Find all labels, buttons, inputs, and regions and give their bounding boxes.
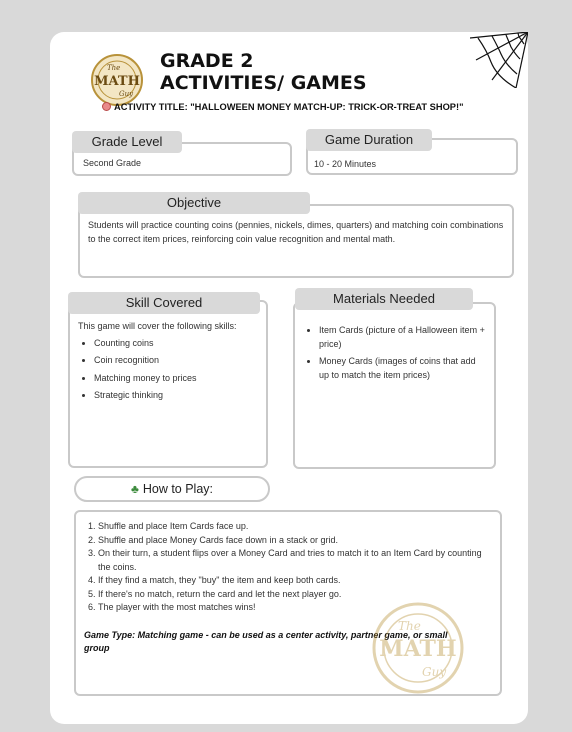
game-type-note: Game Type: Matching game - can be used as a center activity, partner game, or small group — [84, 629, 448, 653]
candy-icon — [102, 102, 111, 111]
svg-text:Guy: Guy — [422, 665, 447, 679]
list-item: • Matching money to prices — [94, 372, 258, 386]
materials-label: Materials Needed — [295, 288, 473, 310]
how-to-play-label: ♣ How to Play: — [74, 476, 270, 502]
objective-text: Students will practice counting coins (pennies, nickels, dimes, quarters) and matching coin combinations to the correct item prices, reinforcing coin value recognition and mental math. — [88, 220, 504, 244]
list-item: • Money Cards (images of coins that add up to match the item prices) — [319, 355, 486, 382]
svg-text:The: The — [107, 64, 121, 72]
list-item: • Coin recognition — [94, 354, 258, 368]
list-item: 5. If there's no match, return the card and let the next player go. — [98, 588, 490, 602]
activity-title: ACTIVITY TITLE: "HALLOWEEN MONEY MATCH-UP: TRICK-OR-TREAT SHOP!" — [102, 102, 464, 112]
objective-box — [78, 204, 514, 278]
grade-level-value: Second Grade — [83, 158, 142, 168]
game-duration-value: 10 - 20 Minutes — [314, 159, 377, 169]
clover-icon: ♣ — [130, 482, 139, 496]
skills-label: Skill Covered — [68, 292, 260, 314]
list-item: 1. Shuffle and place Item Cards face up. — [98, 520, 490, 534]
skills-list — [78, 337, 258, 403]
materials-box — [293, 302, 496, 469]
list-item: 6. The player with the most matches wins! — [98, 601, 490, 615]
svg-text:MATH: MATH — [94, 74, 140, 89]
math-guy-logo — [86, 52, 148, 108]
title-line-1: GRADE 2 — [160, 50, 254, 72]
objective-label: Objective — [78, 192, 310, 214]
grade-level-label: Grade Level — [72, 131, 182, 153]
skills-intro: This game will cover the following skills: — [78, 321, 237, 331]
list-item: 3. On their turn, a student flips over a Money Card and tries to match it to an Item Card by counting the coins. — [98, 547, 490, 574]
svg-text:The: The — [398, 619, 421, 633]
game-duration-label: Game Duration — [306, 129, 432, 151]
list-item: • Counting coins — [94, 337, 258, 351]
list-item: 2. Shuffle and place Money Cards face down in a stack or grid. — [98, 534, 490, 548]
list-item: • Strategic thinking — [94, 389, 258, 403]
spider-web-icon — [470, 32, 528, 88]
svg-text:Guy: Guy — [119, 90, 134, 98]
materials-list — [303, 324, 486, 382]
worksheet-page — [50, 32, 528, 724]
skills-box — [68, 300, 268, 468]
list-item: 4. If they find a match, they "buy" the item and keep both cards. — [98, 574, 490, 588]
list-item: • Item Cards (picture of a Halloween item + price) — [319, 324, 486, 351]
page-title — [160, 50, 367, 94]
math-guy-watermark — [368, 600, 468, 696]
title-line-2: ACTIVITIES/ GAMES — [160, 72, 367, 94]
svg-text:MATH: MATH — [379, 636, 457, 662]
